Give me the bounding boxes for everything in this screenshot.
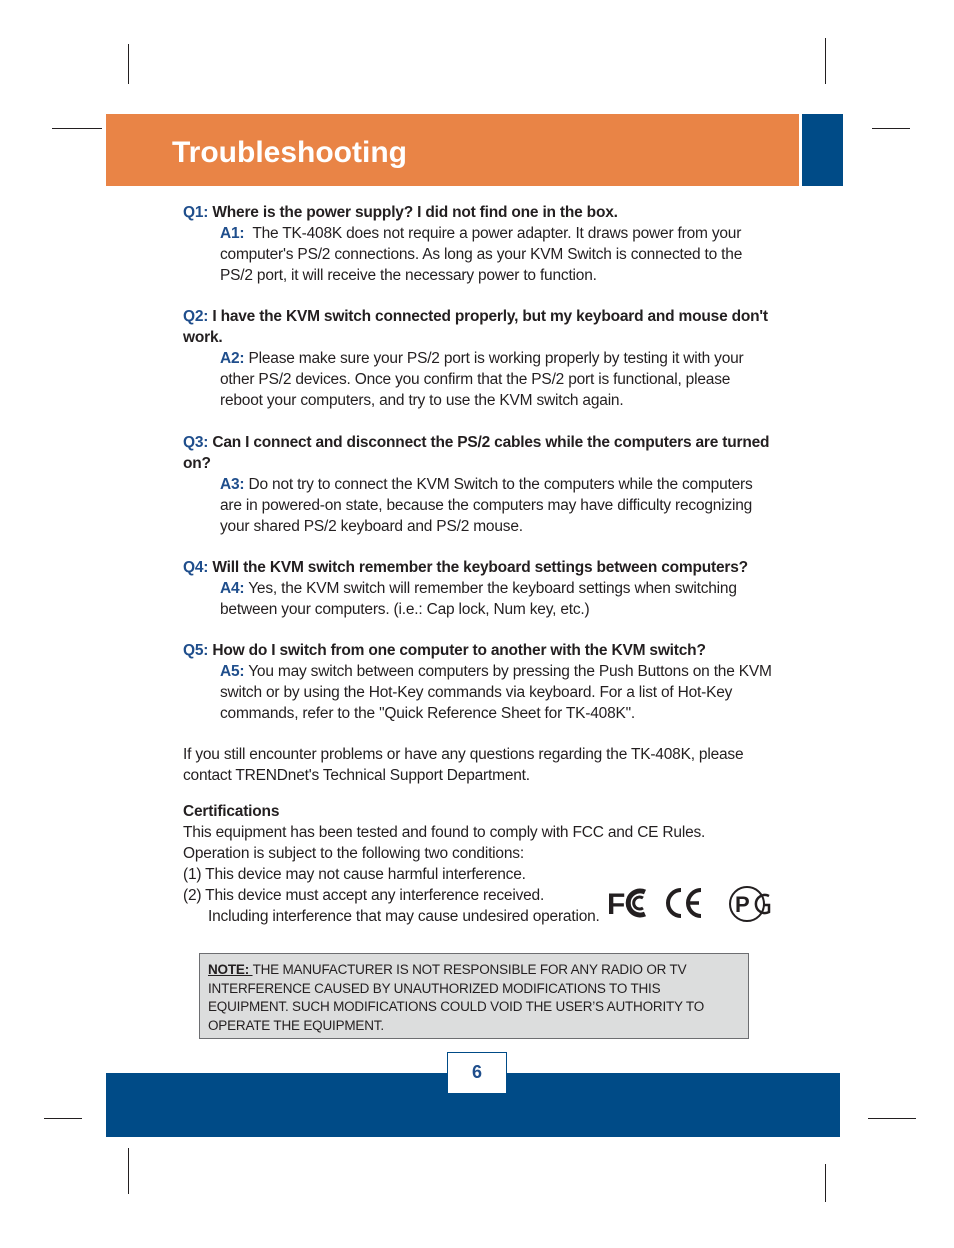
certifications-title: Certifications xyxy=(183,803,280,820)
question: Q2: I have the KVM switch connected properly, but my keyboard and mouse don't work. xyxy=(183,308,768,346)
faq-item-3 xyxy=(183,432,783,537)
fcc-logo xyxy=(607,888,645,921)
page-number: 6 xyxy=(471,1062,482,1082)
faq-item-5 xyxy=(183,640,783,724)
faq-item-2 xyxy=(183,306,783,411)
svg-text:P: P xyxy=(735,892,750,917)
answer: A5: You may switch between computers by pressing the Push Buttons on the KVM switch or by using the Hot-Key commands via keyboard. For a list of Hot-Key commands, refer to the "Quick Reference Sheet for TK-408K". xyxy=(220,663,772,722)
crop-mark xyxy=(44,1118,82,1119)
header-side-block xyxy=(802,114,843,186)
faq-content xyxy=(183,202,783,927)
certification-logos xyxy=(607,884,777,924)
answer: A3: Do not try to connect the KVM Switch to the computers while the computers are in powered-on state, because the computers may have difficulty recognizing your shared PS/2 keyboard and PS/2 mouse. xyxy=(220,476,753,535)
question: Q5: How do I switch from one computer to another with the KVM switch? xyxy=(183,642,706,659)
certifications-text: This equipment has been tested and found to comply with FCC and CE Rules. Operation is subject to the following two conditions: (1) This device may not cause harmful interference. (2) This device must accept any interference received. Including interference that may cause undesired operation. xyxy=(183,824,706,925)
header-band xyxy=(106,114,799,186)
note-label: NOTE: xyxy=(208,962,253,977)
pct-logo xyxy=(730,887,769,921)
faq-item-1 xyxy=(183,202,783,286)
crop-mark xyxy=(128,44,129,84)
answer: A4: Yes, the KVM switch will remember the keyboard settings when switching between your computers. (i.e.: Cap lock, Num key, etc.) xyxy=(220,580,737,618)
ce-logo xyxy=(668,890,701,916)
page-title: Troubleshooting xyxy=(172,136,407,169)
page-number-box xyxy=(447,1052,507,1093)
answer: A2: Please make sure your PS/2 port is working properly by testing it with your other PS/2 devices. Once you confirm that the PS/2 port is functional, please reboot your computers, and try to use the KVM switch again. xyxy=(220,350,744,409)
note-box: NOTE: THE MANUFACTURER IS NOT RESPONSIBLE FOR ANY RADIO OR TV INTERFERENCE CAUSED BY UNAUTHORIZED MODIFICATIONS TO THIS EQUIPMENT. SUCH MODIFICATIONS COULD VOID THE USER’S AUTHORITY TO OPERATE THE EQUIPMENT. xyxy=(199,953,749,1039)
crop-mark xyxy=(52,128,102,129)
crop-mark xyxy=(872,128,910,129)
crop-mark xyxy=(825,38,826,84)
crop-mark xyxy=(825,1164,826,1202)
question: Q1: Where is the power supply? I did not find one in the box. xyxy=(183,204,618,221)
question: Q3: Can I connect and disconnect the PS/2 cables while the computers are turned on? xyxy=(183,434,770,472)
question: Q4: Will the KVM switch remember the keyboard settings between computers? xyxy=(183,559,748,576)
crop-mark xyxy=(868,1118,916,1119)
support-paragraph: If you still encounter problems or have any questions regarding the TK-408K, please contact TRENDnet's Technical Support Department. xyxy=(183,746,744,784)
crop-mark xyxy=(128,1148,129,1194)
answer: A1: The TK-408K does not require a power adapter. It draws power from your computer's PS/2 connections. As long as your KVM Switch is connected to the PS/2 port, it will receive the necessary power to function. xyxy=(220,225,743,284)
svg-text:F: F xyxy=(607,888,623,921)
faq-item-4 xyxy=(183,557,783,620)
